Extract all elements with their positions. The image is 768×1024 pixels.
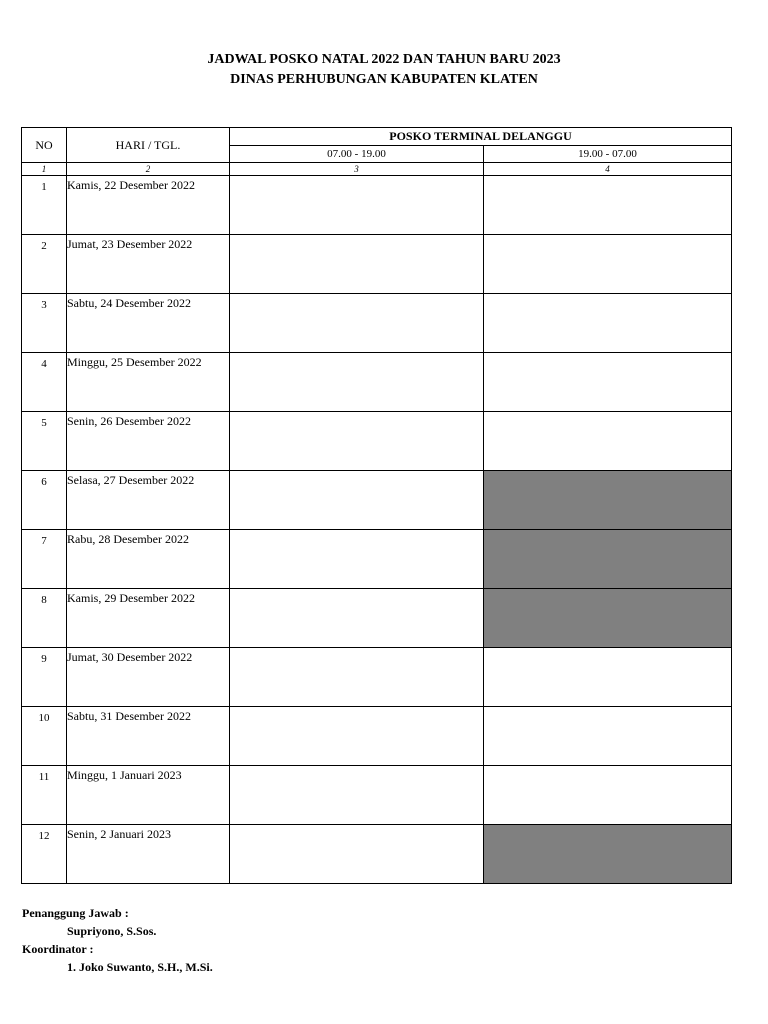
shift-night-cell <box>484 412 732 471</box>
row-date: Sabtu, 31 Desember 2022 <box>67 707 230 766</box>
table-row <box>22 471 732 530</box>
row-number: 6 <box>22 471 67 530</box>
shift-night-cell <box>484 235 732 294</box>
column-index: 2 <box>67 163 230 176</box>
row-date: Jumat, 30 Desember 2022 <box>67 648 230 707</box>
shift-night-cell <box>484 825 732 884</box>
row-number: 12 <box>22 825 67 884</box>
table-row <box>22 412 732 471</box>
row-date: Jumat, 23 Desember 2022 <box>67 235 230 294</box>
table-row <box>22 176 732 235</box>
table-row <box>22 353 732 412</box>
row-number: 8 <box>22 589 67 648</box>
header-no: NO <box>22 128 67 163</box>
table-row <box>22 235 732 294</box>
row-date: Rabu, 28 Desember 2022 <box>67 530 230 589</box>
row-date: Senin, 2 Januari 2023 <box>67 825 230 884</box>
shift-night-cell <box>484 648 732 707</box>
signature-block <box>22 904 213 976</box>
row-number: 2 <box>22 235 67 294</box>
shift-day-cell <box>230 589 484 648</box>
shift-night-cell <box>484 176 732 235</box>
row-number: 5 <box>22 412 67 471</box>
table-row <box>22 707 732 766</box>
koordinator-label: Koordinator : <box>22 942 94 956</box>
shift-day-cell <box>230 412 484 471</box>
table-row <box>22 825 732 884</box>
row-number: 9 <box>22 648 67 707</box>
pj-label: Penanggung Jawab : <box>22 906 129 920</box>
row-number: 7 <box>22 530 67 589</box>
title-line-1: JADWAL POSKO NATAL 2022 DAN TAHUN BARU 2023 <box>207 52 561 67</box>
shift-day-cell <box>230 766 484 825</box>
column-index: 4 <box>484 163 732 176</box>
document-title <box>0 50 768 90</box>
column-index-row <box>22 163 732 176</box>
shift-day-cell <box>230 235 484 294</box>
column-index: 3 <box>230 163 484 176</box>
row-number: 11 <box>22 766 67 825</box>
koordinator-name: 1. Joko Suwanto, S.H., M.Si. <box>67 960 213 974</box>
pj-name: Supriyono, S.Sos. <box>67 924 157 938</box>
header-shift-night: 19.00 - 07.00 <box>484 146 732 163</box>
row-date: Senin, 26 Desember 2022 <box>67 412 230 471</box>
table-row <box>22 294 732 353</box>
shift-night-cell <box>484 766 732 825</box>
shift-day-cell <box>230 353 484 412</box>
row-number: 10 <box>22 707 67 766</box>
header-hari-tgl: HARI / TGL. <box>67 128 230 163</box>
table-row <box>22 648 732 707</box>
row-date: Minggu, 1 Januari 2023 <box>67 766 230 825</box>
row-date: Sabtu, 24 Desember 2022 <box>67 294 230 353</box>
shift-day-cell <box>230 648 484 707</box>
shift-day-cell <box>230 825 484 884</box>
shift-night-cell <box>484 530 732 589</box>
table-row <box>22 530 732 589</box>
row-date: Kamis, 29 Desember 2022 <box>67 589 230 648</box>
schedule-table <box>21 127 732 884</box>
column-index: 1 <box>22 163 67 176</box>
shift-day-cell <box>230 176 484 235</box>
shift-night-cell <box>484 471 732 530</box>
row-date: Selasa, 27 Desember 2022 <box>67 471 230 530</box>
header-shift-day: 07.00 - 19.00 <box>230 146 484 163</box>
shift-day-cell <box>230 294 484 353</box>
shift-night-cell <box>484 294 732 353</box>
title-line-2: DINAS PERHUBUNGAN KABUPATEN KLATEN <box>230 72 538 87</box>
header-posko: POSKO TERMINAL DELANGGU <box>230 128 732 146</box>
row-number: 1 <box>22 176 67 235</box>
shift-day-cell <box>230 707 484 766</box>
table-row <box>22 766 732 825</box>
shift-night-cell <box>484 353 732 412</box>
row-number: 4 <box>22 353 67 412</box>
row-date: Minggu, 25 Desember 2022 <box>67 353 230 412</box>
shift-night-cell <box>484 707 732 766</box>
shift-night-cell <box>484 589 732 648</box>
row-number: 3 <box>22 294 67 353</box>
row-date: Kamis, 22 Desember 2022 <box>67 176 230 235</box>
shift-day-cell <box>230 471 484 530</box>
shift-day-cell <box>230 530 484 589</box>
table-row <box>22 589 732 648</box>
